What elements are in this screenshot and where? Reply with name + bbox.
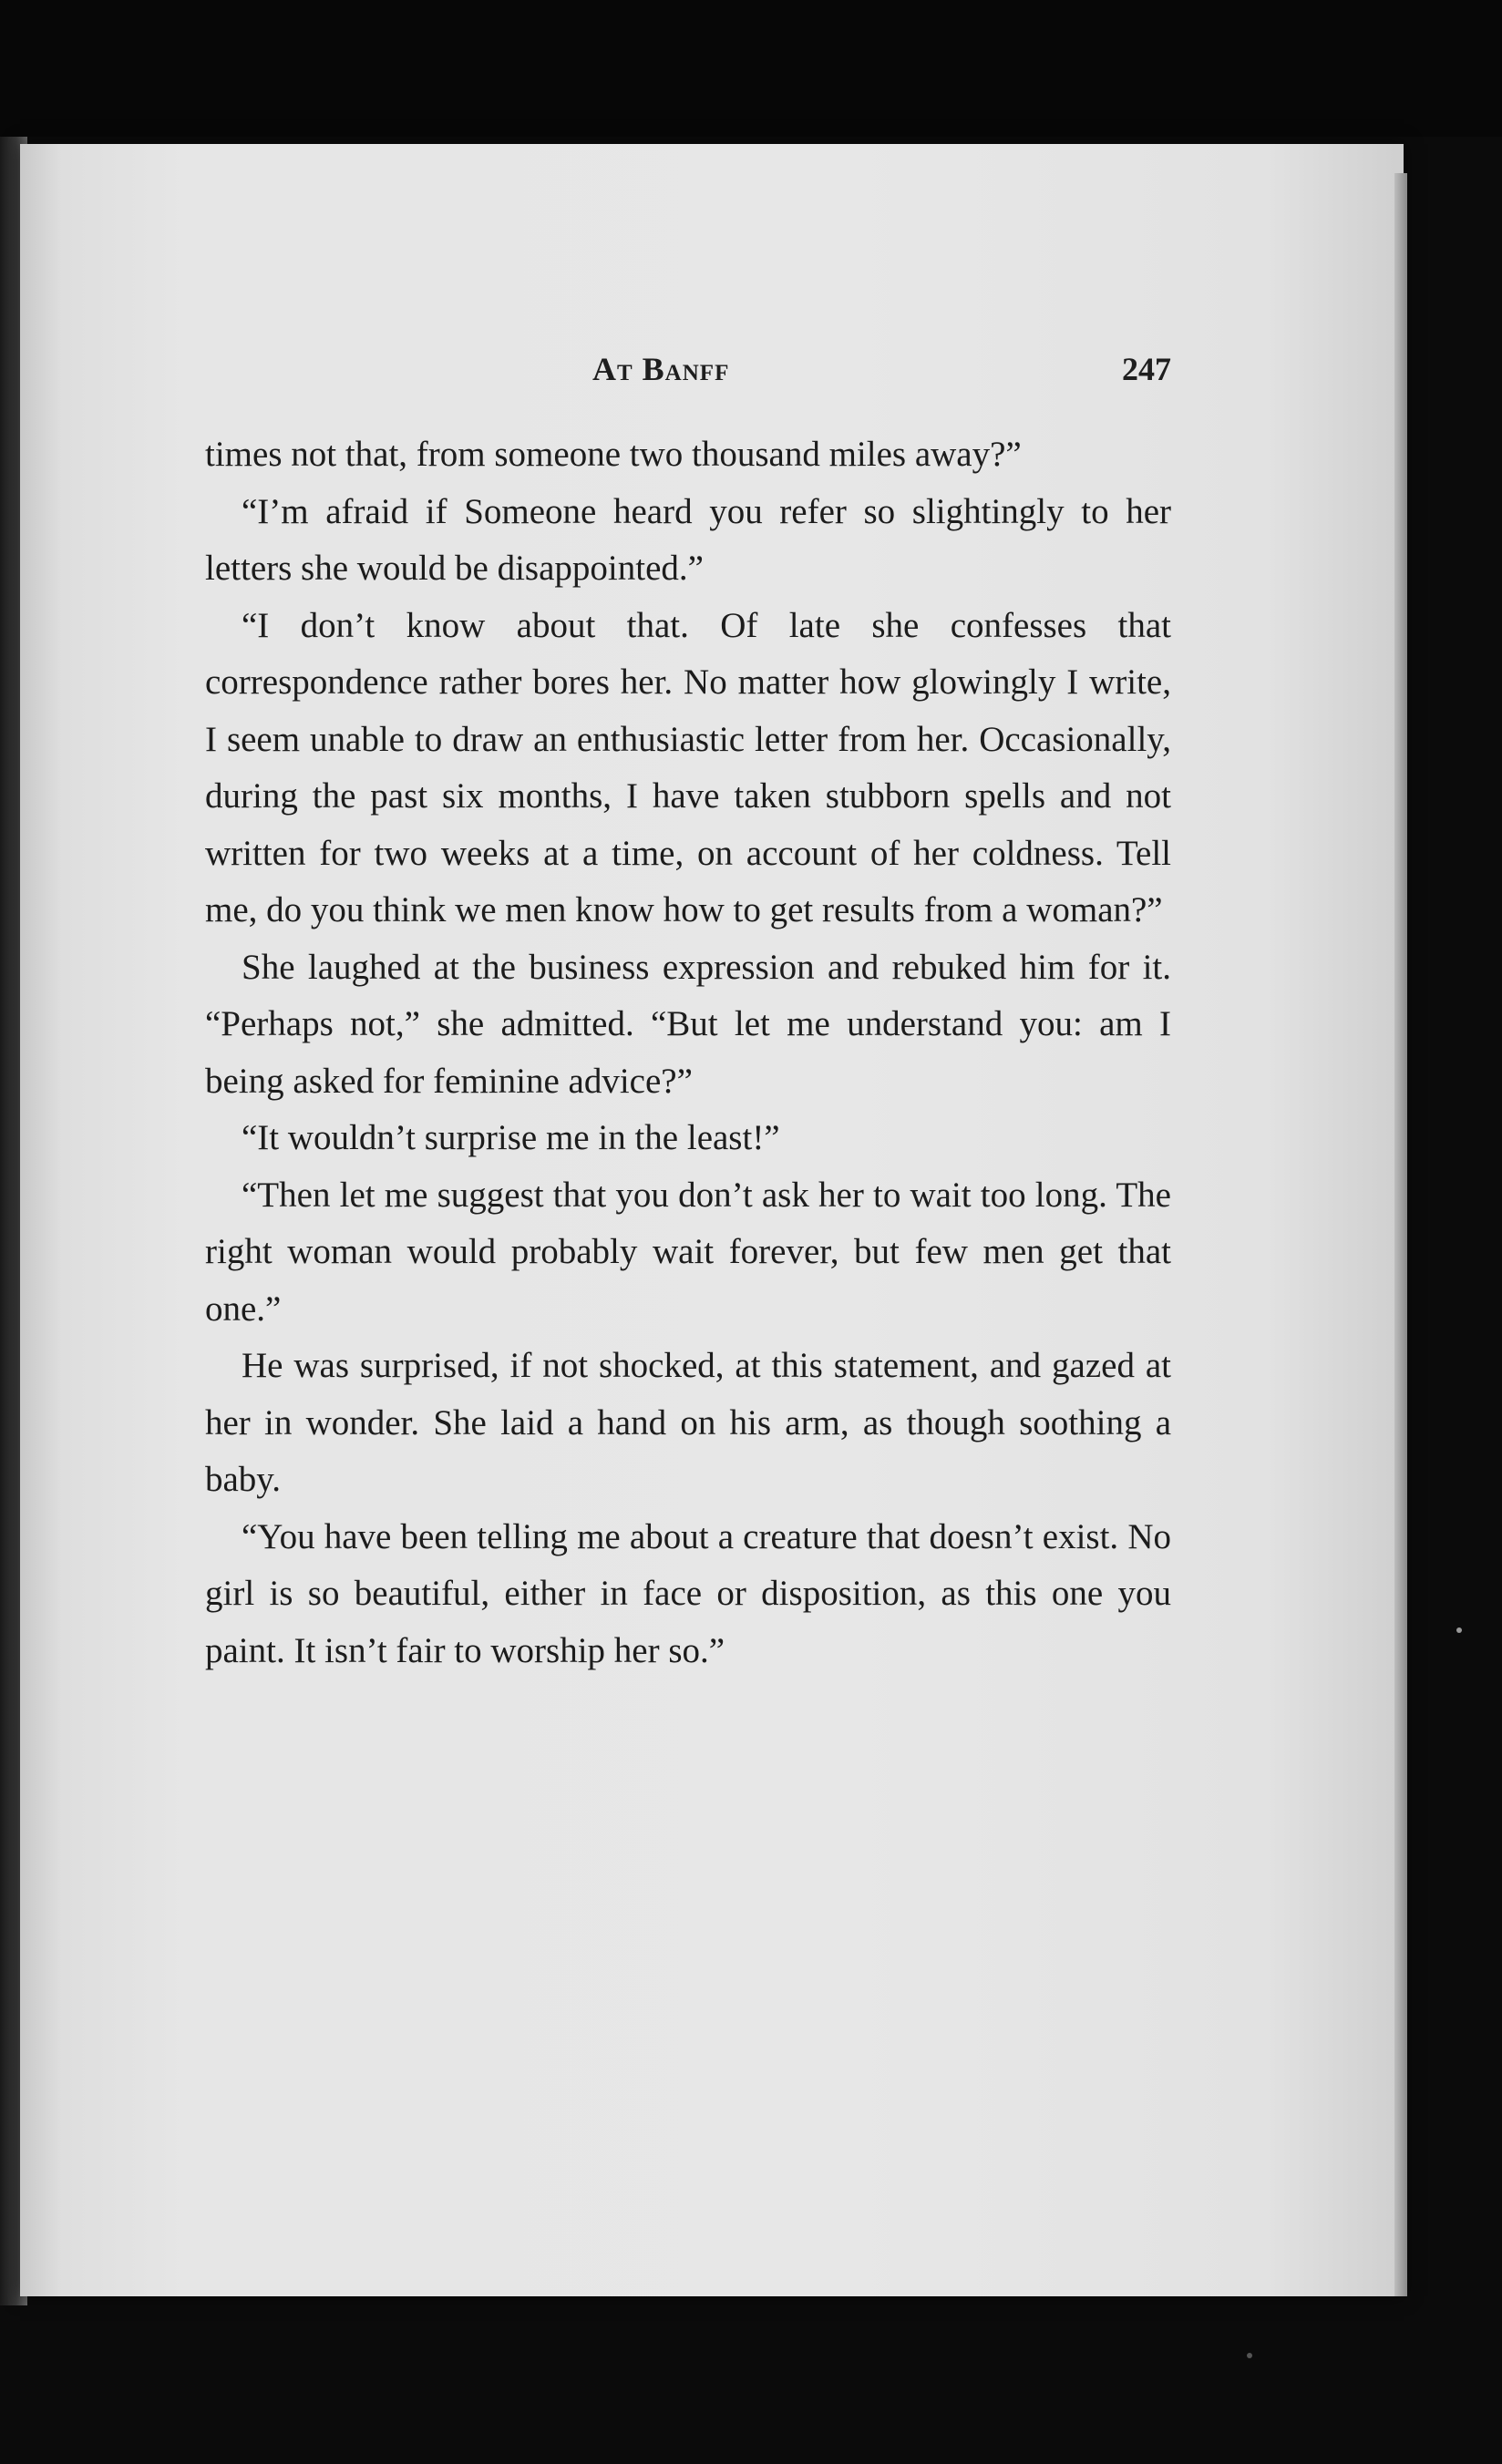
scan-background-top xyxy=(0,0,1502,137)
paragraph: times not that, from someone two thousand miles away?” xyxy=(205,435,1022,474)
running-head xyxy=(205,350,1171,405)
body-text xyxy=(205,426,1171,1679)
paragraph: “You have been telling me about a creature that doesn’t exist. No girl is so beautiful, either in face or disposition, as this one you paint. It isn’t fair to worship her so.” xyxy=(205,1516,1171,1670)
paragraph: “I’m afraid if Someone heard you refer so slightingly to her letters she would be disappointed.” xyxy=(205,491,1171,588)
paragraph: He was surprised, if not shocked, at this statement, and gazed at her in wonder. She laid a hand on his arm, as though soothing a baby. xyxy=(205,1346,1171,1499)
scan-speck xyxy=(1456,1627,1462,1633)
page-number: 247 xyxy=(1122,351,1171,387)
scan-speck xyxy=(1247,2353,1252,2358)
running-head-title: At Banff xyxy=(592,351,730,387)
paragraph: She laughed at the business expression and rebuked him for it. “Perhaps not,” she admitted. “But let me understand you: am I being asked for feminine advice?” xyxy=(205,947,1171,1101)
paragraph: “It wouldn’t surprise me in the least!” xyxy=(242,1118,780,1157)
page-edge xyxy=(1394,173,1407,2296)
paragraph: “Then let me suggest that you don’t ask her to wait too long. The right woman would probably wait forever, but few men get that one.” xyxy=(205,1175,1171,1329)
paragraph: “I don’t know about that. Of late she confesses that correspondence rather bores her. No matter how glowingly I write, I seem unable to draw an enthusiastic letter from her. Occasionally, during the past six months, I have taken stubborn spells and not written for two weeks at a time, on account of her coldness. Tell me, do you think we men know how to get results from a woman?” xyxy=(205,605,1171,929)
